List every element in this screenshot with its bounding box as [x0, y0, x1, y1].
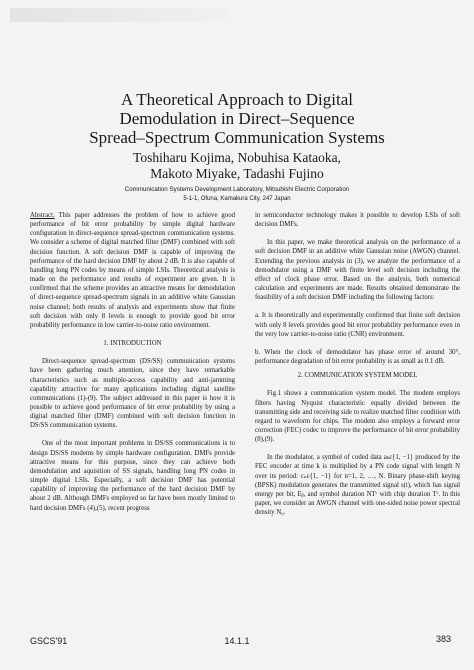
title-line-2: Demodulation in Direct–Sequence: [119, 109, 355, 128]
abstract-text: This paper addresses the problem of how to achieve good performance of bit error probability by simple digital hardware configuration in direct-sequence spread-spectrum communication systems. We consider a scheme of digital matched filter (DMF) combined with soft decision function. A soft decision DMF is capable of improving the performance of the hard decision DMF by about 2 dB. It is also capable of handling long PN codes by means of simple LSIs. Theoretical analysis is made on the performance and results of experiment are given. It is confirmed that the scheme provides an attractive means for demodulation of direct-sequence spread-spectrum signals in an additive white Gaussian noise channel; both results of analysis and experiments show that finite soft decision with only 8 levels is enough to provide good bit error probability performance in low carrier-to-noise ratio environment.: [30, 212, 235, 329]
abstract: [30, 211, 235, 330]
intro-paragraph-1: Direct-sequence spread-spectrum (DS/SS) communication systems have been gathering much attention, since they have remarkable characteristics such as multiple-access capability and anti-jamming capability attractive for many applications including digital satellite communications (1)-(9). The subject addressed in this paper is how it is possible to achieve good performance of bit error probability by using a digital matched filter (DMF) combined with soft decision function in DS/SS communication systems.: [30, 358, 235, 430]
title-block: [0, 90, 474, 203]
paragraph-continued: in semiconductor technology makes it possible to develop LSIs of soft decision DMFs.: [255, 212, 460, 229]
footer-page-number: 383: [436, 634, 452, 644]
left-column: [30, 211, 235, 513]
title-line-1: A Theoretical Approach to Digital: [121, 90, 353, 109]
section-2-heading: 2. COMMUNICATION SYSTEM MODEL: [297, 372, 418, 380]
affiliation: Communication Systems Development Laboratory, Mitsubishi Electric Corporation: [124, 186, 350, 193]
address: 5-1-1, Ofuna, Kamakura City, 247 Japan: [183, 196, 291, 202]
section-2-paragraph-1: Fig.1 shows a communication system model. The modem employs filters having Nyquist characteristic equally divided between the transmitting side and receiving side to realize matched filter condition with regard to waveform for chips. The modem also employs a forward error correction (FEC) codec to improve the performance of bit error probability (8),(9).: [255, 390, 460, 444]
intro-paragraph-2: One of the most important problems in DS/SS communications is to design DS/SS modems by simple hardware configuration. DMFs provide attractive means for this purpose, since they can achieve both demodulation and aquisition of SS signals, handling long PN codes in simple digital LSIs. Especially, a soft decision DMF has potential capability of improving the performance of the hard decision DMF by about 2 dB. Although DMFs employed so far have been mostly limited to hard decision DMFs (4),(5), recent progress: [30, 440, 235, 512]
authors-line-1: Toshiharu Kojima, Nobuhisa Kataoka,: [133, 150, 341, 165]
list-item-a: a. It is theoretically and experimentally confirmed that finite soft decision with only 8 levels provides good bit error probability performance even in the very low carrier-to-noise ratio (CNR) environment.: [255, 312, 460, 338]
abstract-label: Abstract.: [30, 212, 55, 219]
scan-artifact: [10, 8, 230, 22]
title-line-3: Spread–Spectrum Communication Systems: [89, 128, 385, 147]
right-column: [255, 211, 460, 517]
authors: [0, 150, 474, 182]
paragraph-analysis: In this paper, we make theoretical analysis on the performance of a soft decision DMF in an additive white Gaussian noise (AWGN) channel. Extending the previous analysis in (3), we analyze the performance of a demodulator using a DMF with finite level soft decision including the effect of clock phase error. Based on the analysis, both numerical calculation and experiments are made. Results obtained demonstrate the feasibility of a soft decision DMF including the following factors:: [255, 239, 460, 302]
footer-conference: GSCS'91: [30, 636, 68, 646]
authors-line-2: Makoto Miyake, Tadashi Fujino: [150, 166, 324, 181]
footer-section-number: 14.1.1: [224, 636, 250, 646]
intro-heading: 1. INTRODUCTION: [103, 340, 162, 348]
list-item-b: b. When the clock of demodulator has phase error of around 30°, performance degradation of bit error probability is as small as 0.1 dB.: [255, 348, 460, 366]
section-2-paragraph-2: In the modulator, a symbol of coded data aₖε{1, −1} produced by the FEC encoder at time k is multiplied by a PN code signal with length N over its period: cₙε{1, −1} for n=1, 2, …, N. Binary phase-shift keying (BPSK) modulation generates the transmitted signal s(t), which has signal energy per bit, Eᵦ, and symbol duration NTᶜ with chip duration Tᶜ. In this paper, we consider an AWGN channel with one-sided noise power spectral density N₀.: [255, 454, 460, 517]
